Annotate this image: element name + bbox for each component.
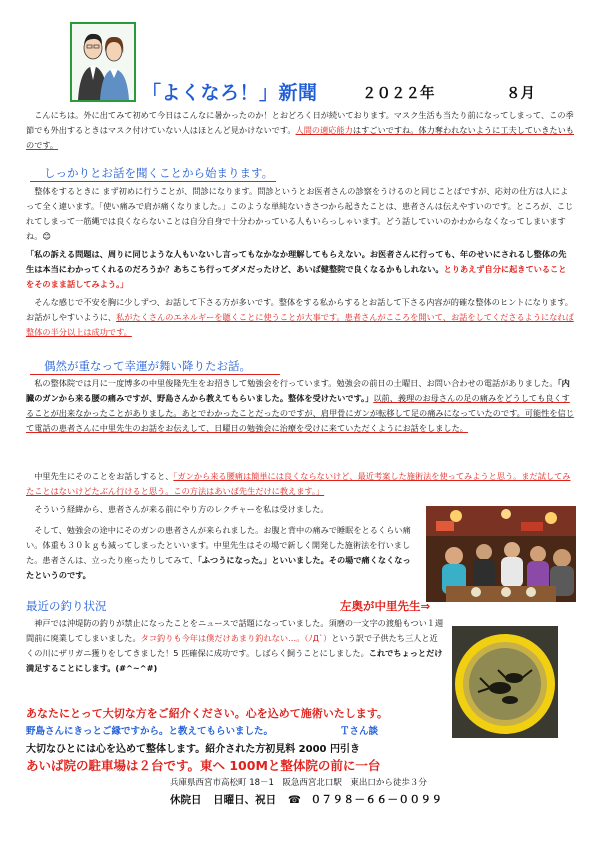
- section2-paragraph-2: [26, 469, 574, 499]
- section3-paragraph: [26, 616, 444, 676]
- section2-heading-underline: [30, 374, 280, 375]
- phone-icon: ☎: [287, 794, 301, 806]
- section1-paragraph-2: [26, 295, 574, 340]
- referral-discount: 大切なひとには心を込めて整体します。紹介された方初見料 2000 円引き: [26, 744, 360, 755]
- section2-p4-text: そして、勉強会の途中にそのガンの患者さんが来られました。お腹と背中の痛みで睡眠をとるくらい痛い。体重も３０ｋｇも減ってしまったといいます。中里先生はその場で新しく開発した施術法を行いました。患者さんは、立ったり座ったりしてみて、: [26, 525, 411, 565]
- section2-p1-story: 以前、義理のお母さんの足の痛みをどうしても良くすることが出来なかったことがありました。あとでわかったことだったのですが、肩甲骨にガンが転移して足の痛みになっていたのです。可能性を信じて電話の患者さんに中里先生のお話をお伝えして、日曜日の勉強会に治療を受けに来ていただくようにお話をしました。: [26, 393, 574, 433]
- section3-text-1: 神戸では沖堤防の釣りが禁止になったことをニュースで話題になっていました。須磨の一文字の渡船もつい１週間前に廃業してしまいました。: [26, 618, 444, 643]
- testimonial-signature: Ｔさん談: [340, 726, 379, 737]
- couple-illustration-icon: [72, 24, 134, 100]
- closed-days: 日曜日、祝日: [213, 794, 277, 806]
- section3-text-2: という訳で子供たち三人と近くの川にザリガニ獲りをしてきました！5 匹確保に成功です。しばらく飼うことにしました。: [26, 633, 438, 658]
- clinic-address: 兵庫県西宮市高松町 18－1 阪急西宮北口駅 東出口から徒歩３分: [170, 778, 427, 788]
- issue-year: ２０２２年: [362, 86, 435, 102]
- section1-heading: [44, 166, 273, 180]
- section1-p2-red: 私がたくさんのエネルギーを聴くことに使うことが大事です。患者さんがこころを開いて、お話をしてくださるようになれば整体の半分以上は成功です。: [26, 312, 574, 337]
- phone-number[interactable]: ０７９８－６６－００９９: [310, 794, 443, 806]
- group-photo: [426, 506, 576, 602]
- intro-highlight: 人間の適応能力: [295, 125, 353, 135]
- photo-caption: 左奥が中里先生⇒: [340, 599, 431, 613]
- section2-p2-red: 「ガンから来る腰痛は簡単には良くならないけど、最近考案した施術法を使ってみようと思う。まだ試してみたことはないけどたぶん行けると思う。この方法はあいば先生だけに教えます。」: [26, 471, 571, 496]
- crayfish-bucket-icon: [452, 626, 558, 738]
- section1-p2-text: そんな感じで不安を胸に少しずつ、お話して下さる方が多いです。整体をする私からするとお話して下さる内容が的確な整体のヒントになります。お話がしやすいように、: [26, 297, 573, 322]
- section2-paragraph-1: [26, 376, 574, 436]
- section1-quote-text: 「私の訴える問題は、周りに同じような人もいないし言ってもなかなか理解してもらえない。お医者さんに行っても、年のせいにされるし整体の先生は本当にわかってくれるのだろうか？あちこち行ってダメだったけど、あいば健整院で良くなるかもしれない。: [26, 249, 567, 274]
- referral-message: あなたにとって大切な方をご紹介ください。心を込めて施術いたします。: [26, 707, 388, 720]
- section3-heading: 最近の釣り状況: [26, 599, 107, 613]
- section3-text-3: これでちょっとだけ満足することにします。(#^~^#): [26, 648, 443, 673]
- section2-paragraph-3: そういう経緯から、患者さんが来る前にやり方のレクチャーを私は受けました。: [34, 504, 329, 514]
- section2-p2-text: 中里先生にそのことをお話しすると、: [34, 471, 174, 481]
- section2-p4-bold: 「ふつうになった。」といいました。その場で痛くなくなったというのです。: [26, 555, 411, 580]
- intro-text-2: はすごいですね。体力奪われないように工夫していきたいものです。: [26, 125, 574, 150]
- section1-heading-underline: [30, 181, 276, 182]
- section1-quote-red: とりあえず自分に起きていることをそのまま話してみよう。」: [26, 264, 567, 289]
- section1-quote: [26, 247, 574, 292]
- crayfish-photo: [452, 626, 558, 738]
- intro-paragraph: [26, 108, 574, 153]
- dinner-scene-icon: [426, 506, 576, 602]
- section3-octopus-note: タコ釣りも今年は僕だけあまり釣れない…。（ﾉД`）: [140, 633, 332, 643]
- section1-heading-text: しっかりとお話を聞くことから始まります。: [44, 166, 274, 180]
- closed-days-row: [170, 792, 443, 807]
- closed-label: 休院日: [170, 794, 202, 806]
- section2-p1-text: 私の整体院では月に一度博多の中里俊隆先生をお招きして勉強会を行っています。勉強会の前日の土曜日、お問い合わせの電話がありました。: [34, 378, 558, 388]
- newsletter-title: 「よくなろ！」新聞: [142, 82, 318, 104]
- parking-info: あいば院の駐車場は２台です。東へ 100Mと整体院の前に一台: [26, 758, 381, 773]
- section2-paragraph-4: [26, 523, 418, 583]
- issue-month: ８月: [506, 86, 535, 102]
- testimonial-line: 野島さんにきっとご縁ですから。と教えてもらいました。: [26, 726, 274, 737]
- section2-heading: [44, 359, 251, 373]
- section2-heading-text: 偶然が重なって幸運が舞い降りたお話。: [44, 359, 251, 373]
- section2-p1-phone-quote: 「内臓のガンから来る腰の痛みですが、野島さんから教えてもらいました。整体を受けたいです。」: [26, 378, 570, 403]
- logo-portrait: [70, 22, 136, 102]
- section1-paragraph-1: 整体をするときに まず初めに行うことが、問診になります。問診というとお医者さんの診察をうけるのと同じことばですが、応対の仕方は人によって全く違います。「使い痛みで肩が痛くなりました。」このような単純ないきさつから起きたことは、患者さんは伝えやすいのです。ところが、こじれてしまって一筋縄では良くならないことは自分自身で十分わかっている人もいらっしゃいます。どう話していいのかわからなくなってしまいますね。😊: [26, 186, 574, 241]
- intro-text-1: こんにちは。外に出てみて初めて今日はこんなに暑かったのか！とおどろく日が続いております。マスク生活も当たり前になってしまって、この季節でも外出するときはマスク付けていない人はほとんど見かけないです。: [26, 110, 574, 135]
